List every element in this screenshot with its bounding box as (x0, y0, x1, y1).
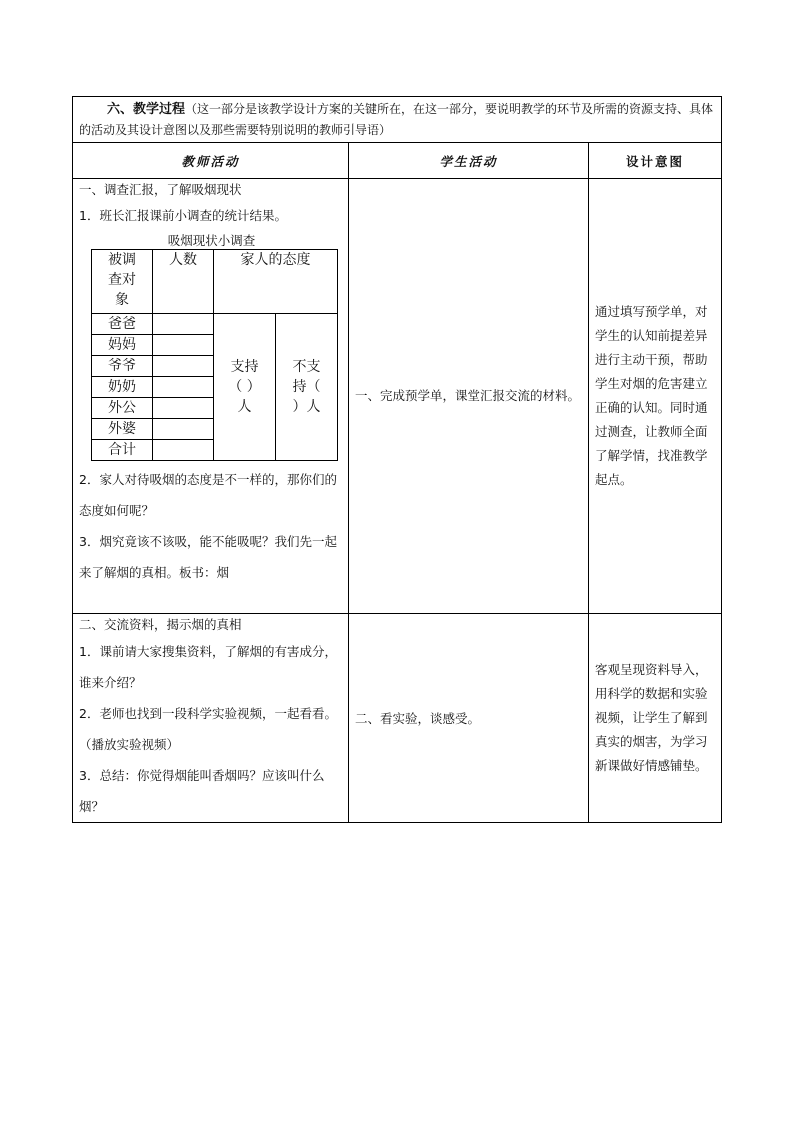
part2-step2: 2．老师也找到一段科学实验视频，一起看看。（播放实验视频） (79, 706, 337, 752)
survey-row-label: 爸爸 (92, 314, 153, 335)
part2-step3: 3．总结：你觉得烟能叫香烟吗？应该叫什么烟？ (79, 768, 325, 814)
part1-step2: 2．家人对待吸烟的态度是不一样的，那你们的态度如何呢？ (79, 472, 337, 518)
lesson-process-table (72, 96, 722, 823)
survey-row-label: 爷爷 (92, 356, 153, 377)
survey-support-cell: 支持（ ）人 (214, 314, 276, 461)
teacher-activity-part2 (73, 614, 349, 823)
student-activity-part1: 一、完成预学单，课堂汇报交流的材料。 (349, 179, 589, 614)
survey-count-cell (153, 314, 214, 335)
teacher-activity-header: 教师活动 (73, 143, 349, 179)
survey-row-label: 合计 (92, 440, 153, 461)
survey-row-label: 妈妈 (92, 335, 153, 356)
teacher-activity-part1 (73, 179, 349, 614)
part1-step3: 3．烟究竟该不该吸，能不能吸呢？我们先一起来了解烟的真相。板书：烟 (79, 534, 337, 580)
survey-count-cell (153, 335, 214, 356)
survey-row-label: 奶奶 (92, 377, 153, 398)
design-intent-part1: 通过填写预学单，对学生的认知前提差异进行主动干预，帮助学生对烟的危害建立正确的认知。同时通过测查，让教师全面了解学情，找准教学起点。 (589, 179, 722, 614)
survey-count-cell (153, 398, 214, 419)
student-activity-part2: 二、看实验，谈感受。 (349, 614, 589, 823)
survey-col-attitude: 家人的态度 (214, 250, 338, 314)
survey-count-cell (153, 356, 214, 377)
design-intent-header: 设计意图 (589, 143, 722, 179)
part1-heading: 一、调查汇报，了解吸烟现状 (79, 182, 242, 197)
survey-row-label: 外婆 (92, 419, 153, 440)
section-note: （这一部分是该教学设计方案的关键所在，在这一部分，要说明教学的环节及所需的资源支持、具体的活动及其设计意图以及那些需要特别说明的教师引导语） (79, 102, 714, 137)
survey-table (91, 249, 338, 461)
survey-title: 吸烟现状小调查 (167, 233, 256, 248)
survey-count-cell (153, 440, 214, 461)
survey-col-subject: 被调查对象 (92, 250, 153, 314)
survey-count-cell (153, 419, 214, 440)
design-intent-part2: 客观呈现资料导入，用科学的数据和实验视频，让学生了解到真实的烟害，为学习新课做好情感铺垫。 (589, 614, 722, 823)
section-header (73, 97, 722, 143)
part2-heading: 二、交流资料，揭示烟的真相 (79, 617, 242, 632)
student-activity-header: 学生活动 (349, 143, 589, 179)
survey-count-cell (153, 377, 214, 398)
survey-row-label: 外公 (92, 398, 153, 419)
part2-step1: 1．课前请大家搜集资料，了解烟的有害成分，谁来介绍？ (79, 644, 337, 690)
part1-step1: 1．班长汇报课前小调查的统计结果。 (79, 208, 287, 223)
survey-oppose-cell: 不支持（ ）人 (276, 314, 338, 461)
section-title: 六、教学过程 (107, 102, 186, 117)
survey-col-count: 人数 (153, 250, 214, 314)
